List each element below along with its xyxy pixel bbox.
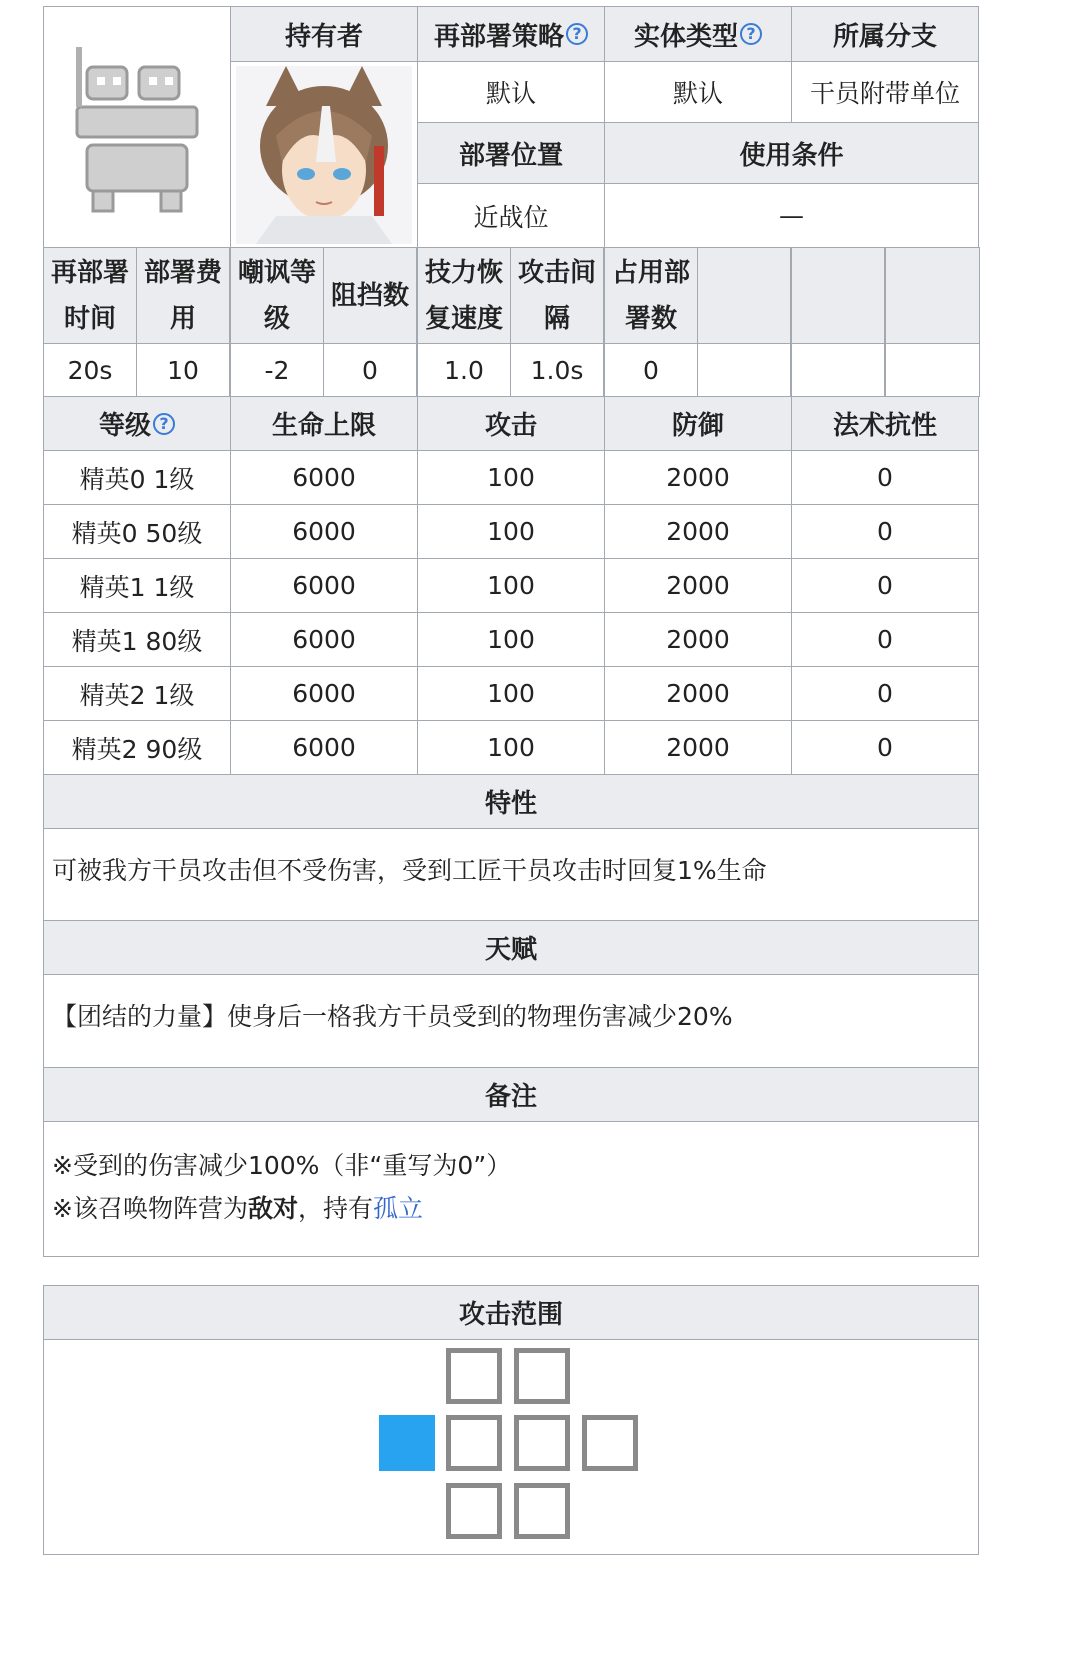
level-table-cell: 2000: [604, 504, 792, 559]
stats-header-7: [697, 247, 791, 344]
range-cell: [514, 1483, 570, 1539]
level-table-cell: 100: [417, 720, 605, 775]
attack-range-panel: [43, 1339, 979, 1555]
stats-header-3: [323, 247, 417, 344]
attack-header: 攻击: [417, 396, 605, 451]
stats-header-line: 阻挡数: [330, 280, 409, 311]
entity-type-header: 实体类型 ?: [604, 6, 792, 62]
deploy-position-value: 近战位: [417, 183, 605, 248]
stats-value-5: 1.0s: [510, 343, 604, 397]
use-condition-header: 使用条件: [604, 122, 979, 184]
stats-header-line: 时间: [63, 303, 116, 334]
stats-header-9: [885, 247, 980, 344]
range-cell: [446, 1483, 502, 1539]
level-table-cell: 100: [417, 558, 605, 613]
operator-portrait-icon[interactable]: [236, 66, 412, 244]
range-cell: [514, 1415, 570, 1471]
level-table-cell: 0: [791, 612, 979, 667]
level-table-cell: 100: [417, 612, 605, 667]
level-table-cell: 精英2 90级: [43, 720, 231, 775]
level-table-cell: 2000: [604, 612, 792, 667]
level-table-cell: 6000: [230, 720, 418, 775]
note-line-2: ※该召唤物阵营为敌对，持有孤立: [52, 1194, 423, 1223]
stats-header-4: [417, 247, 511, 344]
stats-header-2: [230, 247, 324, 344]
stats-value-7: [697, 343, 791, 397]
level-table-cell: 精英1 1级: [43, 558, 231, 613]
stats-value-4: 1.0: [417, 343, 511, 397]
stats-value-0: 20s: [43, 343, 137, 397]
level-table-cell: 6000: [230, 450, 418, 505]
level-table-cell: 2000: [604, 558, 792, 613]
holder-portrait-cell: [230, 61, 418, 248]
resistance-header: 法术抗性: [791, 396, 979, 451]
trait-header: 特性: [43, 774, 979, 829]
trait-text: 可被我方干员攻击但不受伤害，受到工匠干员攻击时回复1%生命: [43, 828, 979, 921]
redeploy-strategy-header: 再部署策略 ?: [417, 6, 605, 62]
stats-header-line: 复速度: [424, 303, 503, 334]
stats-header-5: [510, 247, 604, 344]
notes-body: [43, 1121, 979, 1257]
stats-header-1: [136, 247, 230, 344]
range-cell: [446, 1348, 502, 1404]
unit-image-cell: [43, 6, 231, 248]
level-table-cell: 2000: [604, 666, 792, 721]
level-header: 等级 ?: [43, 396, 231, 451]
level-table-cell: 6000: [230, 612, 418, 667]
holder-header: 持有者: [230, 6, 418, 62]
use-condition-value: —: [604, 183, 979, 248]
stats-header-line: 占用部: [611, 257, 690, 288]
branch-header: 所属分支: [791, 6, 979, 62]
level-table-cell: 精英1 80级: [43, 612, 231, 667]
help-icon[interactable]: ?: [566, 23, 588, 45]
stats-header-line: 技力恢: [424, 257, 503, 288]
redeploy-strategy-value: 默认: [417, 61, 605, 123]
range-cell: [514, 1348, 570, 1404]
level-table-cell: 精英2 1级: [43, 666, 231, 721]
stats-header-line: 隔: [543, 303, 570, 334]
level-table-cell: 0: [791, 450, 979, 505]
stats-header-0: [43, 247, 137, 344]
stats-value-1: 10: [136, 343, 230, 397]
talent-text: 【团结的力量】使身后一格我方干员受到的物理伤害减少20%: [43, 974, 979, 1068]
help-icon[interactable]: ?: [153, 413, 175, 435]
stats-header-line: 部署费: [143, 257, 222, 288]
level-table-cell: 100: [417, 666, 605, 721]
level-table-cell: 6000: [230, 504, 418, 559]
isolation-link[interactable]: 孤立: [372, 1194, 423, 1223]
level-table-cell: 6000: [230, 666, 418, 721]
level-table-cell: 6000: [230, 558, 418, 613]
stats-value-2: -2: [230, 343, 324, 397]
stats-value-3: 0: [323, 343, 417, 397]
deploy-position-header: 部署位置: [417, 122, 605, 184]
stats-header-line: 用: [169, 303, 196, 334]
level-table-cell: 0: [791, 504, 979, 559]
level-table-cell: 0: [791, 720, 979, 775]
level-table-cell: 100: [417, 450, 605, 505]
stats-header-line: 级: [263, 303, 290, 334]
note-line-1: ※受到的伤害减少100%（非“重写为0”）: [52, 1151, 512, 1180]
range-cell: [446, 1415, 502, 1471]
stats-header-line: 再部署: [50, 257, 129, 288]
level-table-cell: 100: [417, 504, 605, 559]
stats-value-9: [885, 343, 980, 397]
level-table-cell: 0: [791, 558, 979, 613]
stats-header-6: [604, 247, 698, 344]
range-origin-cell: [379, 1415, 435, 1471]
entity-type-value: 默认: [604, 61, 792, 123]
level-table-cell: 2000: [604, 450, 792, 505]
level-table-cell: 2000: [604, 720, 792, 775]
mechanical-unit-sprite-icon: [57, 37, 217, 217]
level-table-cell: 精英0 50级: [43, 504, 231, 559]
defense-header: 防御: [604, 396, 792, 451]
stats-value-8: [791, 343, 885, 397]
range-cell: [582, 1415, 638, 1471]
stats-header-line: 攻击间: [517, 257, 596, 288]
stats-header-8: [791, 247, 885, 344]
talent-header: 天赋: [43, 920, 979, 975]
notes-header: 备注: [43, 1067, 979, 1122]
stats-value-6: 0: [604, 343, 698, 397]
help-icon[interactable]: ?: [740, 23, 762, 45]
level-table-cell: 0: [791, 666, 979, 721]
branch-value: 干员附带单位: [791, 61, 979, 123]
stats-header-line: 署数: [624, 303, 677, 334]
stats-header-line: 嘲讽等: [237, 257, 316, 288]
level-table-cell: 精英0 1级: [43, 450, 231, 505]
attack-range-header: 攻击范围: [43, 1285, 979, 1340]
max-hp-header: 生命上限: [230, 396, 418, 451]
